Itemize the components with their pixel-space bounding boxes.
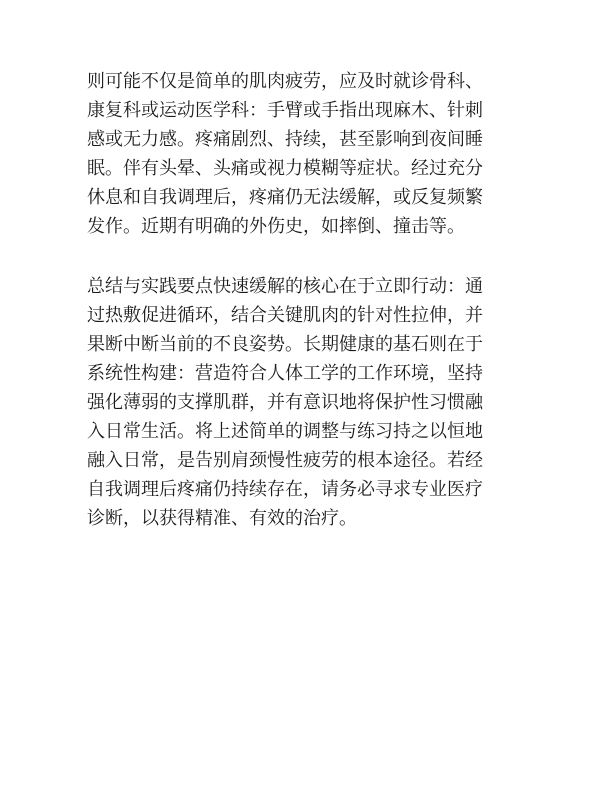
text-line: 眠。伴有头晕、头痛或视力模糊等症状。经过充分 [87,158,483,179]
text-line: 发作。近期有明确的外伤史，如摔倒、撞击等。 [87,216,465,237]
text-line: 系统性构建：营造符合人体工学的工作环境，坚持 [87,363,483,384]
paragraph-summary [87,272,527,533]
paragraph-warning-signs [87,67,527,241]
text-line: 休息和自我调理后，疼痛仍无法缓解，或反复频繁 [87,187,483,208]
text-line: 康复科或运动医学科：手臂或手指出现麻木、针刺 [87,100,483,121]
text-line: 总结与实践要点快速缓解的核心在于立即行动：通 [87,276,483,297]
text-line: 自我调理后疼痛仍持续存在，请务必寻求专业医疗 [87,479,483,500]
text-line: 强化薄弱的支撑肌群，并有意识地将保护性习惯融 [87,392,483,413]
text-line: 入日常生活。将上述简单的调整与练习持之以恒地 [87,421,483,442]
text-line: 诊断，以获得精准、有效的治疗。 [87,508,357,529]
text-line: 则可能不仅是简单的肌肉疲劳，应及时就诊骨科、 [87,71,483,92]
text-line: 过热敷促进循环，结合关键肌肉的针对性拉伸，并 [87,305,483,326]
text-line: 感或无力感。疼痛剧烈、持续，甚至影响到夜间睡 [87,129,483,150]
text-line: 果断中断当前的不良姿势。长期健康的基石则在于 [87,334,483,355]
text-line: 融入日常，是告别肩颈慢性疲劳的根本途径。若经 [87,450,483,471]
